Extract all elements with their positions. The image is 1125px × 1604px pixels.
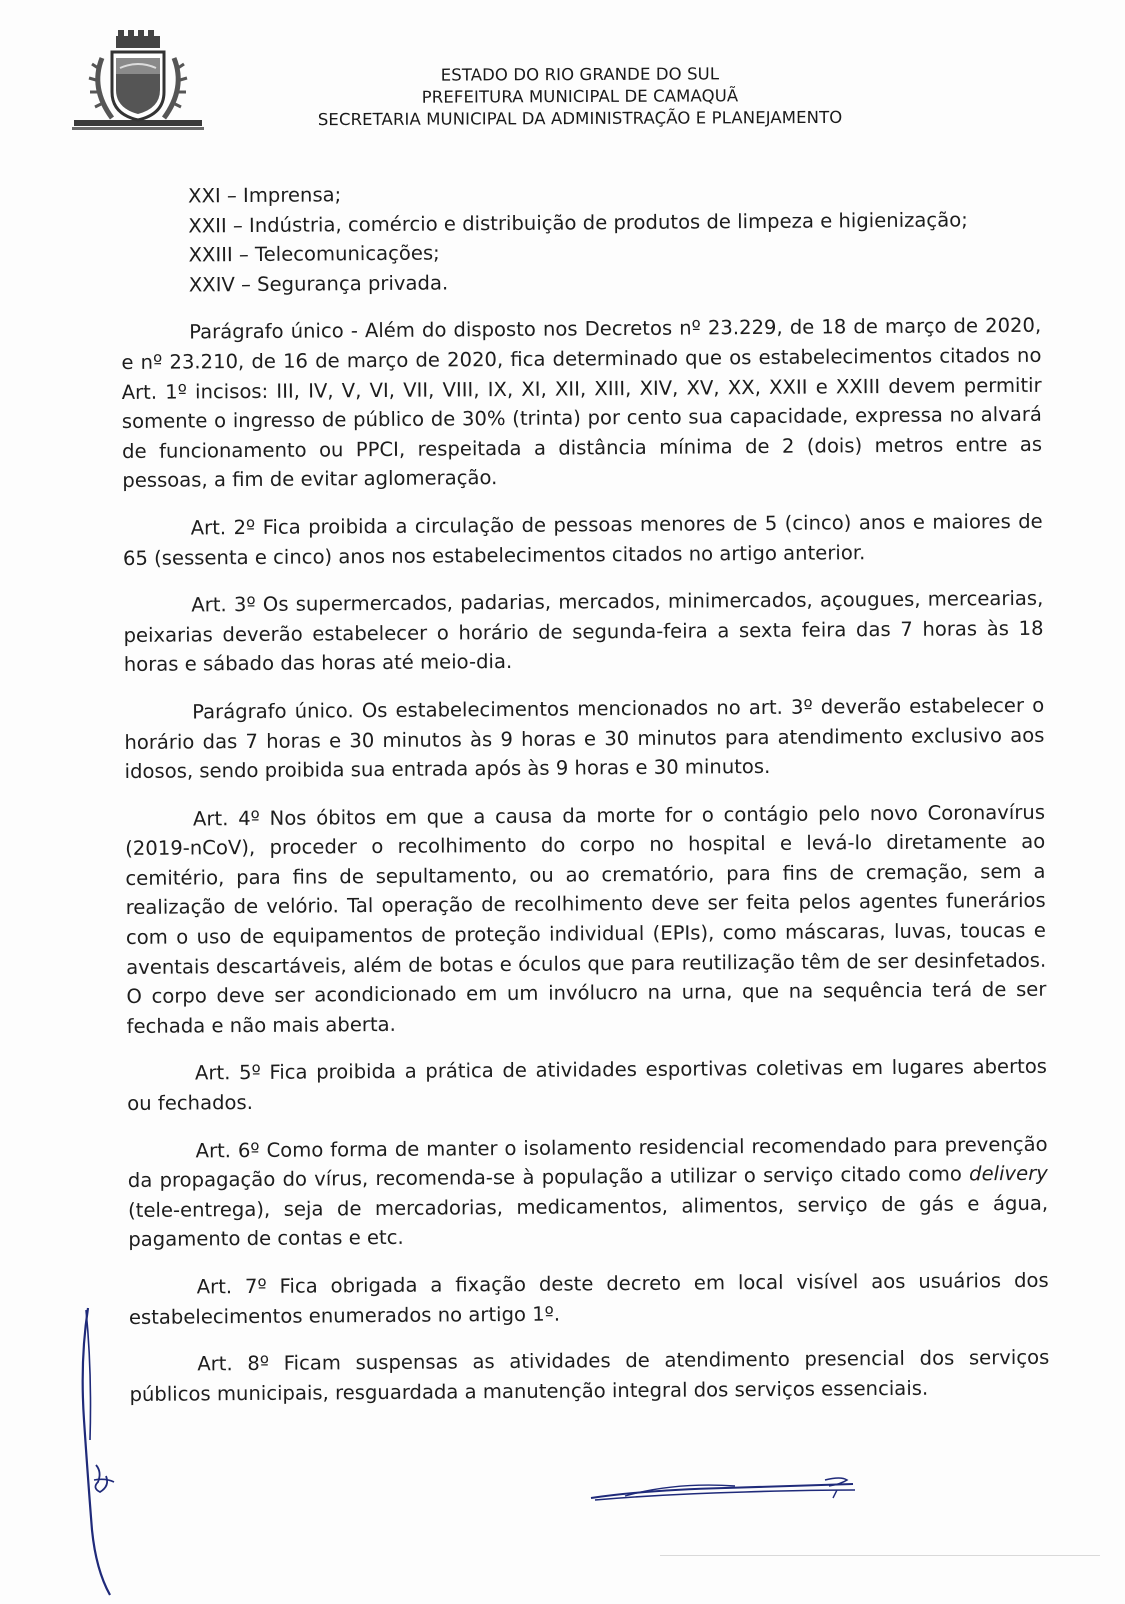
article-6 bbox=[127, 1129, 1048, 1255]
article-6-text-start: Art. 6º Como forma de manter o isolamento residencial recomendado para prevenção da propagação do vírus, recomenda-se à população a utilizar o serviço citado como bbox=[127, 1132, 1048, 1193]
article-8: Art. 8º Ficam suspensas as atividades de atendimento presencial dos serviços públicos municipais, resguardada a manutenção integral dos serviços essenciais. bbox=[129, 1345, 1050, 1406]
bottom-signature-icon bbox=[585, 1470, 875, 1520]
article-5: Art. 5º Fica proibida a prática de atividades esportivas coletivas em lugares abertos ou fechados. bbox=[127, 1055, 1048, 1116]
header-state: ESTADO DO RIO GRANDE DO SUL bbox=[440, 64, 720, 85]
municipal-coat-of-arms-icon bbox=[72, 28, 204, 140]
article-3: Art. 3º Os supermercados, padarias, mercados, minimercados, açougues, mercearias, peixarias deverão estabelecer o horário de segunda-feira a sexta feira das 7 horas às 18 horas e sábado das horas até meio-dia. bbox=[123, 586, 1044, 677]
list-item-xxiv: XXIV – Segurança privada. bbox=[188, 271, 449, 297]
article-2: Art. 2º Fica proibida a circulação de pessoas menores de 5 (cinco) anos e maiores de 65 (sessenta e cinco) anos nos estabelecimentos citados no artigo anterior. bbox=[122, 509, 1043, 570]
document-body bbox=[120, 175, 1050, 1410]
list-item-xxii: XXII – Indústria, comércio e distribuição de produtos de limpeza e higienização; bbox=[188, 207, 968, 238]
article-7: Art. 7º Fica obrigada a fixação deste decreto em local visível aos usuários dos estabelecimentos enumerados no artigo 1º. bbox=[128, 1268, 1049, 1329]
article-4: Art. 4º Nos óbitos em que a causa da morte for o contágio pelo novo Coronavírus (2019-nCoV), proceder o recolhimento do corpo no hospital e levá-lo diretamente ao cemitério, para fins de sepultamento, ou ao crematório, para fins de cremação, sem a realização de velório. Tal operação de recolhimento deve ser feita pelos agentes funerários com o uso de equipamentos de proteção individual (EPIs), como máscaras, luvas, toucas e aventais descartáveis, além de botas e óculos que para reutilização têm de ser desinfetados. O corpo deve ser acondicionado em um invólucro na urna, que na sequência terá de ser fechada e não mais aberta. bbox=[125, 800, 1047, 1038]
footer-divider bbox=[660, 1555, 1100, 1556]
paragrafo-unico-art3: Parágrafo único. Os estabelecimentos mencionados no art. 3º deverão estabelecer o horário das 7 horas e 30 minutos às 9 horas e 30 minutos para atendimento exclusivo aos idosos, sendo proibida sua entrada após às 9 horas e 30 minutos. bbox=[124, 693, 1045, 784]
list-item-xxiii: XXIII – Telecomunicações; bbox=[188, 241, 440, 267]
document-header bbox=[250, 63, 910, 132]
list-item-xxi: XXI – Imprensa; bbox=[188, 183, 342, 208]
header-municipality: PREFEITURA MUNICIPAL DE CAMAQUÃ bbox=[421, 86, 739, 107]
header-secretariat: SECRETARIA MUNICIPAL DA ADMINISTRAÇÃO E PLANEJAMENTO bbox=[317, 107, 843, 130]
paragrafo-unico-art1: Parágrafo único - Além do disposto nos Decretos nº 23.229, de 18 de março de 2020, e nº 23.210, de 16 de março de 2020, fica determinado que os estabelecimentos citados no Art. 1º incisos: III, IV, V, VI, VII, VIII, IX, XI, XII, XIII, XIV, XV, XX, XXII e XXIII devem permitir somente o ingresso de público de 30% (trinta) por cento sua capacidade, expressa no alvará de funcionamento ou PPCI, respeitada a distância mínima de 2 (dois) metros entre as pessoas, a fim de evitar aglomeração. bbox=[121, 314, 1043, 493]
article-6-text-end: (tele-entrega), seja de mercadorias, medicamentos, alimentos, serviço de gás e água, pagamento de contas e etc. bbox=[127, 1191, 1049, 1252]
margin-initials-signature-icon bbox=[70, 1300, 140, 1600]
article-6-delivery-term: delivery bbox=[969, 1161, 1048, 1186]
